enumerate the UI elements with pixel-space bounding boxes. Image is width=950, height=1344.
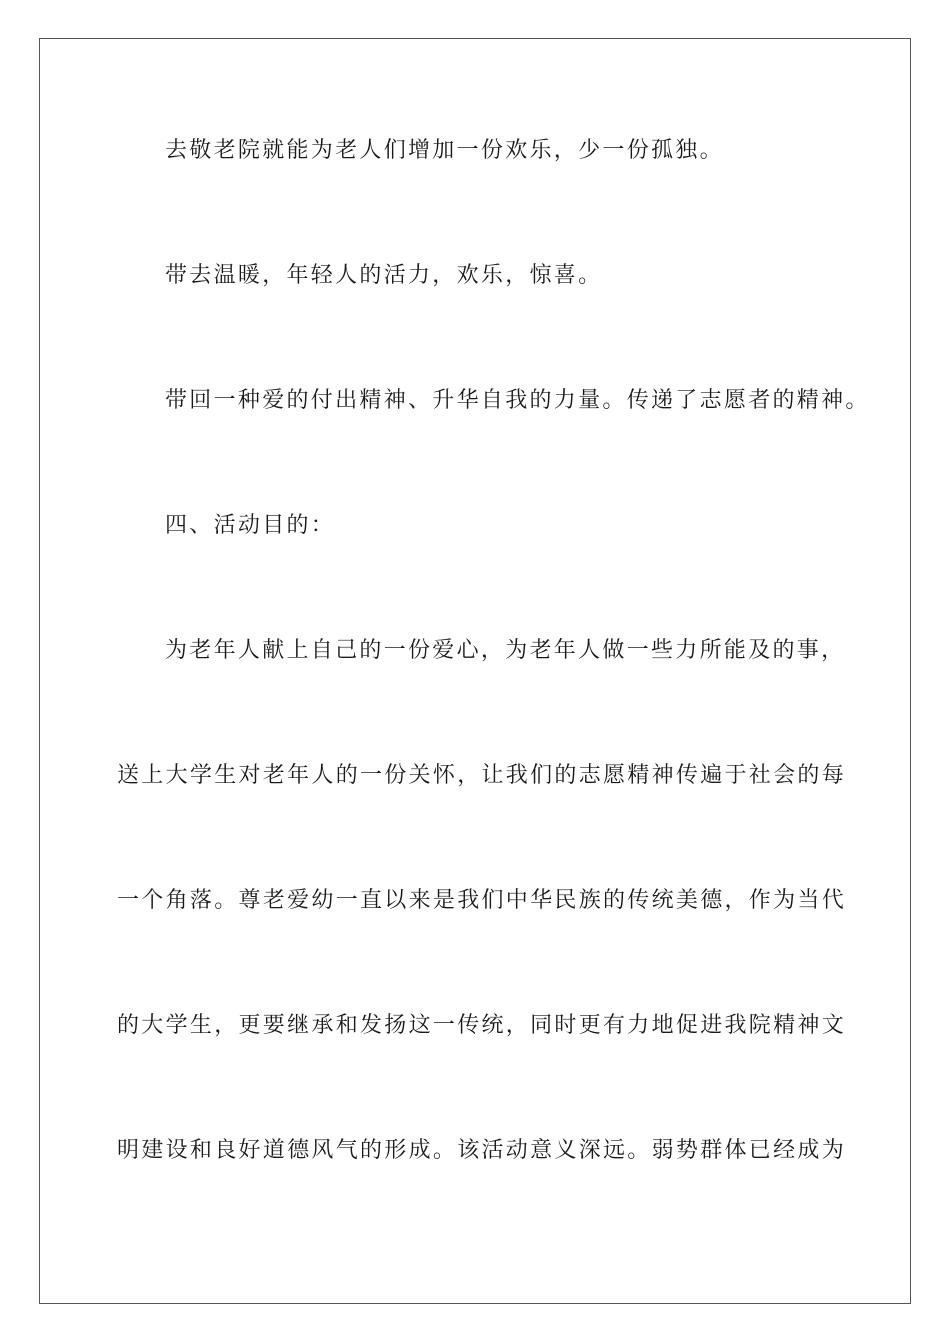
paragraph-line-6: 送上大学生对老年人的一份关怀，让我们的志愿精神传遍于社会的每 (117, 763, 847, 788)
paragraph-line-2: 带去温暖，年轻人的活力，欢乐，惊喜。 (165, 263, 603, 288)
page-frame (39, 38, 911, 1304)
paragraph-line-9: 明建设和良好道德风气的形成。该活动意义深远。弱势群体已经成为 (117, 1138, 847, 1163)
paragraph-line-7: 一个角落。尊老爱幼一直以来是我们中华民族的传统美德，作为当代 (117, 888, 847, 913)
paragraph-line-5: 为老年人献上自己的一份爱心，为老年人做一些力所能及的事， (165, 638, 846, 663)
paragraph-line-3: 带回一种爱的付出精神、升华自我的力量。传递了志愿者的精神。 (165, 388, 870, 413)
paragraph-line-8: 的大学生，更要继承和发扬这一传统，同时更有力地促进我院精神文 (117, 1013, 847, 1038)
section-heading: 四、活动目的： (165, 513, 336, 538)
paragraph-line-1: 去敬老院就能为老人们增加一份欢乐，少一份孤独。 (165, 138, 724, 163)
